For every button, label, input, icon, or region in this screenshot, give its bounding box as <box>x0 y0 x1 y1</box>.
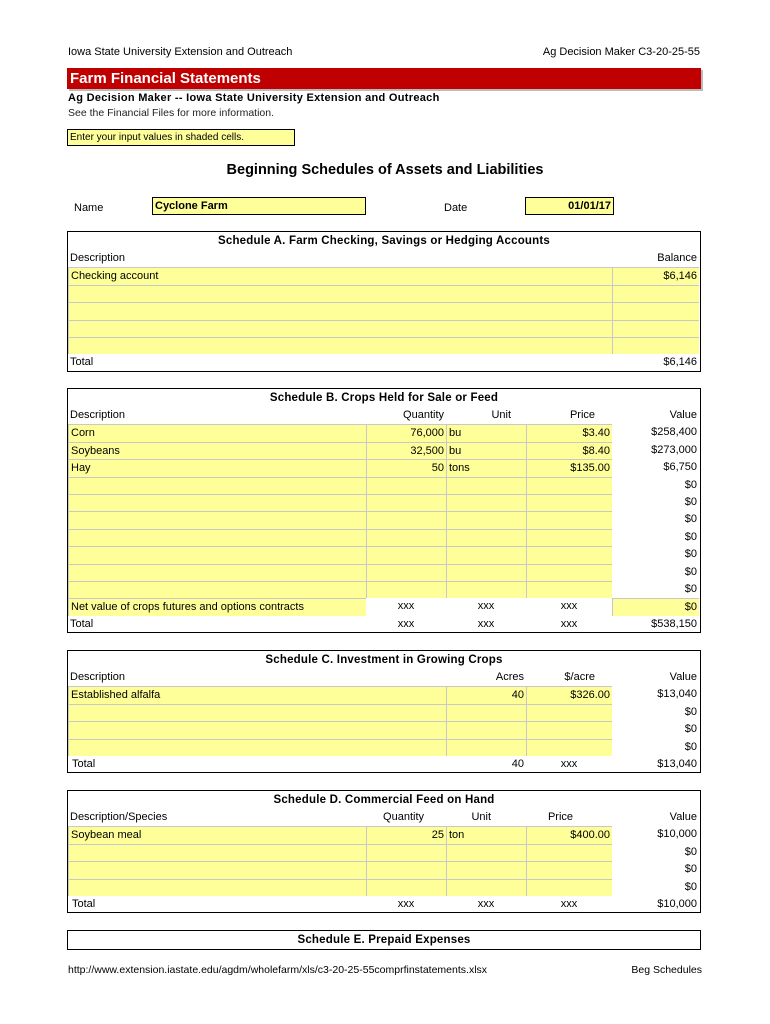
quantity-cell[interactable] <box>366 844 446 861</box>
futures-unit: xxx <box>477 600 495 613</box>
total-unit: xxx <box>477 617 495 630</box>
table-row <box>68 494 700 511</box>
balance-cell[interactable]: $6,146 <box>612 267 699 284</box>
balance-cell[interactable] <box>612 320 699 337</box>
price-cell[interactable] <box>526 546 612 563</box>
subtitle: Ag Decision Maker -- Iowa State University Extension and Outreach <box>68 92 440 104</box>
col-price: Price <box>569 409 595 421</box>
futures-qty: xxx <box>397 600 415 613</box>
schedule-b <box>67 388 701 633</box>
description-cell[interactable]: Corn <box>68 424 366 441</box>
price-cell[interactable] <box>526 844 612 861</box>
acres-cell[interactable]: 40 <box>446 686 526 703</box>
table-row <box>68 564 700 581</box>
quantity-cell[interactable] <box>366 477 446 494</box>
description-cell[interactable]: Checking account <box>68 267 612 284</box>
schedule-d-title: Schedule D. Commercial Feed on Hand <box>273 794 495 806</box>
description-cell[interactable] <box>68 721 446 738</box>
description-cell[interactable] <box>68 581 366 598</box>
unit-cell[interactable] <box>446 546 526 563</box>
value-cell: $273,000 <box>651 443 697 456</box>
value-cell: $0 <box>684 495 697 508</box>
table-row <box>68 267 700 284</box>
price-cell[interactable] <box>526 564 612 581</box>
description-cell[interactable] <box>68 844 366 861</box>
quantity-cell[interactable]: 76,000 <box>366 424 446 441</box>
name-input[interactable]: Cyclone Farm <box>152 197 366 215</box>
table-row <box>68 285 700 302</box>
table-row <box>68 879 700 896</box>
total-value: $6,146 <box>663 356 697 369</box>
description-cell[interactable]: Established alfalfa <box>68 686 446 703</box>
col-value: Value <box>669 671 697 683</box>
schedule-e <box>67 930 701 950</box>
table-row <box>68 704 700 721</box>
col-description: Description <box>70 671 126 683</box>
unit-cell[interactable] <box>446 861 526 878</box>
description-cell[interactable] <box>68 494 366 511</box>
price-cell[interactable]: $8.40 <box>526 442 612 459</box>
description-cell[interactable] <box>68 564 366 581</box>
quantity-cell[interactable]: 50 <box>366 459 446 476</box>
total-unit: xxx <box>477 897 495 910</box>
total-acres: 40 <box>511 757 524 770</box>
description-cell[interactable] <box>68 511 366 528</box>
footer-url: http://www.extension.iastate.edu/agdm/wholefarm/xls/c3-20-25-55comprfinstatements.xlsx <box>68 964 488 976</box>
table-row <box>68 826 700 843</box>
description-cell[interactable] <box>68 477 366 494</box>
date-input[interactable]: 01/01/17 <box>525 197 614 215</box>
col-description: Description <box>70 252 126 264</box>
value-cell: $0 <box>684 740 697 753</box>
description-cell[interactable] <box>68 879 366 896</box>
per-acre-cell[interactable] <box>526 739 612 756</box>
total-qty: xxx <box>397 897 415 910</box>
total-per-acre: xxx <box>560 757 578 770</box>
col-unit: Unit <box>491 409 511 421</box>
value-cell: $0 <box>684 478 697 491</box>
acres-cell[interactable] <box>446 704 526 721</box>
table-row <box>68 546 700 563</box>
description-cell[interactable]: Soybean meal <box>68 826 366 843</box>
total-price: xxx <box>560 897 578 910</box>
description-cell[interactable] <box>68 546 366 563</box>
unit-cell[interactable] <box>446 564 526 581</box>
description-cell[interactable]: Soybeans <box>68 442 366 459</box>
table-row <box>68 424 700 441</box>
value-cell: $0 <box>684 565 697 578</box>
table-row <box>68 459 700 476</box>
description-cell[interactable] <box>68 739 446 756</box>
total-label: Total <box>72 897 96 910</box>
schedule-c-title: Schedule C. Investment in Growing Crops <box>265 654 503 666</box>
value-cell: $0 <box>684 723 697 736</box>
table-row <box>68 529 700 546</box>
price-cell[interactable] <box>526 511 612 528</box>
schedule-b-futures <box>68 598 700 615</box>
unit-cell[interactable] <box>446 494 526 511</box>
description-cell[interactable] <box>68 704 446 721</box>
unit-cell[interactable]: ton <box>446 826 526 843</box>
schedule-c-header <box>68 669 700 686</box>
table-row <box>68 477 700 494</box>
value-cell: $13,040 <box>657 688 697 701</box>
enter-note: Enter your input values in shaded cells. <box>67 129 295 146</box>
schedule-b-total <box>68 616 700 633</box>
description-cell[interactable] <box>68 320 612 337</box>
col-balance: Balance <box>657 252 697 264</box>
header-code: Ag Decision Maker C3-20-25-55 <box>542 46 700 58</box>
value-cell: $258,400 <box>651 426 697 439</box>
name-label: Name <box>74 202 104 214</box>
unit-cell[interactable]: bu <box>446 424 526 441</box>
schedule-a <box>67 231 701 372</box>
header-org: Iowa State University Extension and Outreach <box>68 46 293 58</box>
unit-cell[interactable] <box>446 511 526 528</box>
description-cell[interactable]: Hay <box>68 459 366 476</box>
total-label: Total <box>70 356 94 369</box>
per-acre-cell[interactable]: $326.00 <box>526 686 612 703</box>
unit-cell[interactable] <box>446 879 526 896</box>
schedule-a-title: Schedule A. Farm Checking, Savings or Hedging Accounts <box>217 235 550 247</box>
table-row <box>68 861 700 878</box>
price-cell[interactable] <box>526 879 612 896</box>
table-row <box>68 721 700 738</box>
schedule-a-header <box>68 250 700 267</box>
col-value: Value <box>669 409 697 421</box>
schedule-e-title: Schedule E. Prepaid Expenses <box>297 934 471 946</box>
schedule-b-title: Schedule B. Crops Held for Sale or Feed <box>269 392 499 404</box>
per-acre-cell[interactable] <box>526 704 612 721</box>
col-quantity: Quantity <box>403 409 444 421</box>
price-cell[interactable]: $400.00 <box>526 826 612 843</box>
total-value: $10,000 <box>657 897 697 910</box>
balance-cell[interactable] <box>612 285 699 302</box>
acres-cell[interactable] <box>446 739 526 756</box>
balance-cell[interactable] <box>612 302 699 319</box>
total-label: Total <box>72 757 96 770</box>
description-cell[interactable] <box>68 302 612 319</box>
acres-cell[interactable] <box>446 721 526 738</box>
quantity-cell[interactable]: 32,500 <box>366 442 446 459</box>
unit-cell[interactable] <box>446 844 526 861</box>
col-per-acre: $/acre <box>564 671 595 683</box>
unit-cell[interactable]: tons <box>446 459 526 476</box>
price-cell[interactable]: $135.00 <box>526 459 612 476</box>
col-description: Description <box>70 409 126 421</box>
quantity-cell[interactable] <box>366 529 446 546</box>
unit-cell[interactable] <box>446 529 526 546</box>
total-qty: xxx <box>397 617 415 630</box>
value-cell: $0 <box>684 863 697 876</box>
value-cell: $0 <box>684 845 697 858</box>
quantity-cell[interactable] <box>366 564 446 581</box>
quantity-cell[interactable] <box>366 494 446 511</box>
description-cell[interactable] <box>68 337 612 354</box>
schedule-d <box>67 790 701 913</box>
main-title: Beginning Schedules of Assets and Liabilities <box>226 162 544 178</box>
table-row <box>68 686 700 703</box>
price-cell[interactable] <box>526 494 612 511</box>
total-label: Total <box>70 617 94 630</box>
col-price: Price <box>547 811 573 823</box>
col-description: Description/Species <box>70 811 168 823</box>
description-cell[interactable] <box>68 529 366 546</box>
quantity-cell[interactable] <box>366 546 446 563</box>
unit-cell[interactable] <box>446 477 526 494</box>
schedule-c <box>67 650 701 773</box>
futures-desc: Net value of crops futures and options contracts <box>68 598 366 615</box>
subnote: See the Financial Files for more information. <box>68 107 275 119</box>
col-acres: Acres <box>495 671 524 683</box>
description-cell[interactable] <box>68 285 612 302</box>
value-cell: $0 <box>684 705 697 718</box>
quantity-cell[interactable] <box>366 511 446 528</box>
price-cell[interactable] <box>526 529 612 546</box>
unit-cell[interactable] <box>446 581 526 598</box>
value-cell: $0 <box>684 513 697 526</box>
total-price: xxx <box>560 617 578 630</box>
schedule-d-total <box>68 896 700 913</box>
value-cell: $0 <box>684 582 697 595</box>
table-row <box>68 302 700 319</box>
table-row <box>68 337 700 354</box>
quantity-cell[interactable] <box>366 879 446 896</box>
value-cell: $0 <box>684 530 697 543</box>
balance-cell[interactable] <box>612 337 699 354</box>
unit-cell[interactable]: bu <box>446 442 526 459</box>
schedule-a-total <box>68 354 700 371</box>
per-acre-cell[interactable] <box>526 721 612 738</box>
value-cell: $0 <box>684 548 697 561</box>
schedule-c-total <box>68 756 700 773</box>
col-quantity: Quantity <box>383 811 424 823</box>
description-cell[interactable] <box>68 861 366 878</box>
quantity-cell[interactable] <box>366 861 446 878</box>
total-value: $538,150 <box>651 617 697 630</box>
schedule-d-header <box>68 809 700 826</box>
col-unit: Unit <box>471 811 491 823</box>
page-title: Farm Financial Statements <box>67 68 701 89</box>
futures-value[interactable]: $0 <box>612 598 699 615</box>
date-label: Date <box>444 202 468 214</box>
price-cell[interactable] <box>526 477 612 494</box>
table-row <box>68 739 700 756</box>
value-cell: $6,750 <box>663 461 697 474</box>
price-cell[interactable] <box>526 861 612 878</box>
table-row <box>68 511 700 528</box>
table-row <box>68 844 700 861</box>
total-value: $13,040 <box>657 757 697 770</box>
futures-price: xxx <box>560 600 578 613</box>
price-cell[interactable] <box>526 581 612 598</box>
footer-sheet: Beg Schedules <box>631 964 702 976</box>
quantity-cell[interactable] <box>366 581 446 598</box>
table-row <box>68 442 700 459</box>
table-row <box>68 581 700 598</box>
value-cell: $0 <box>684 880 697 893</box>
col-value: Value <box>669 811 697 823</box>
quantity-cell[interactable]: 25 <box>366 826 446 843</box>
value-cell: $10,000 <box>657 828 697 841</box>
price-cell[interactable]: $3.40 <box>526 424 612 441</box>
table-row <box>68 320 700 337</box>
schedule-b-header <box>68 407 700 424</box>
